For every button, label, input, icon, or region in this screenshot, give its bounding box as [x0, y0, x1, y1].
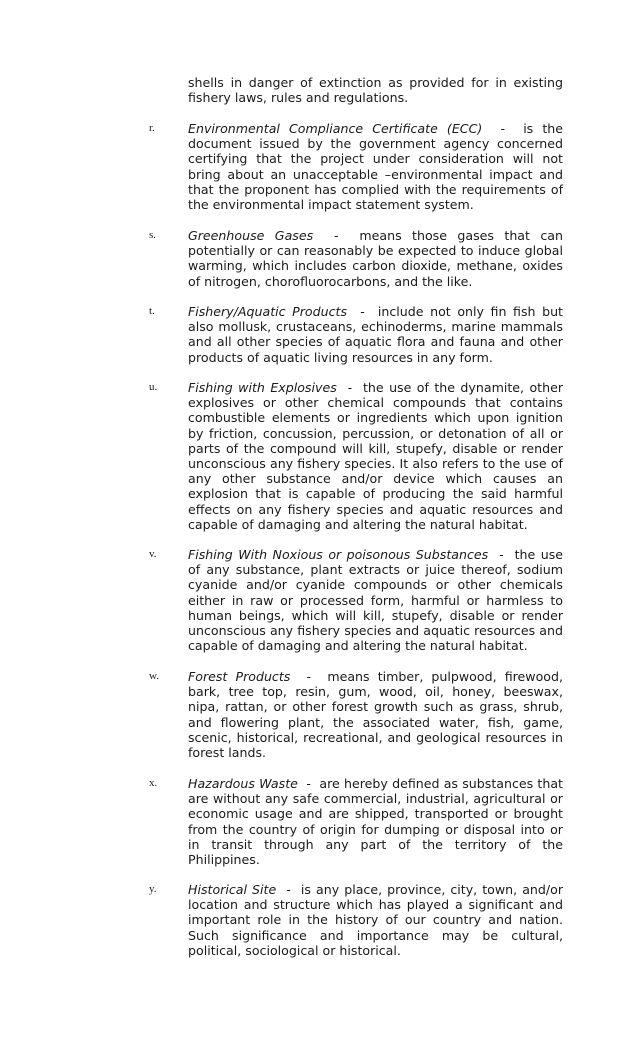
definition-marker: w.: [149, 670, 159, 682]
definition-term: Fishing with Explosives: [188, 380, 337, 395]
definition-term: Forest Products: [188, 669, 291, 684]
definition-text: means those gases that can potentially or can reasonably be expected to induce global warming, which includes carbon dioxide, methane, oxides of nitrogen, chorofluorocarbons, and the like.: [188, 228, 563, 289]
definition-marker: r.: [149, 122, 155, 134]
definition-term: Environmental Compliance Certificate (ECC): [188, 121, 483, 136]
definition-paragraph: [188, 776, 563, 867]
definition-marker: u.: [149, 381, 158, 393]
definition-text: means timber, pulpwood, firewood, bark, tree top, resin, gum, wood, oil, honey, beeswax, nipa, rattan, or other forest growth such as grass, shrub, and flowering plant, the associated water, fish, game, scenic, historical, recreational, and geological resources in forest lands.: [188, 669, 563, 761]
definition-separator: -: [482, 121, 524, 136]
definition-text: are hereby defined as substances that are without any safe commercial, industrial, agricultural or economic usage and are shipped, transported or brought from the country of origin for dumping or disposal into or in transit through any part of the territory of the Philippines.: [188, 776, 563, 868]
intro-paragraph: shells in danger of extinction as provided for in existing fishery laws, rules and regulations.: [188, 75, 563, 106]
definition-separator: -: [488, 547, 515, 562]
definition-term: Fishery/Aquatic Products: [188, 304, 348, 319]
definition-text: the use of the dynamite, other explosives or other chemical compounds that contains combustible elements or ingredients which upon ignition by friction, concussion, percussion, or detonation of all or parts of the compound will kill, stupefy, disable or render unconscious any fishery species. It also refers to the use of any other substance and/or device which causes an explosion that is capable of producing the said harmful effects on any fishery species and aquatic resources and capable of damaging and altering the natural habitat.: [188, 380, 563, 532]
definition-term: Fishing With Noxious or poisonous Substances: [188, 547, 489, 562]
definition-separator: -: [297, 776, 320, 791]
definition-term: Greenhouse Gases: [188, 228, 314, 243]
definition-paragraph: [188, 547, 563, 653]
definition-marker: y.: [149, 883, 157, 895]
definition-text: is any place, province, city, town, and/or location and structure which has played a significant and important role in the history of our country and nation. Such significance and importance may be cultural, political, sociological or historical.: [188, 882, 564, 958]
definition-paragraph: [188, 304, 563, 365]
definition-separator: -: [276, 882, 301, 897]
definition-text: is the document issued by the government agency concerned certifying that the project under consideration will not bring about an unacceptable –environmental impact and that the proponent has complied with the requirements of the environmental impact statement system.: [188, 121, 564, 213]
definition-paragraph: [188, 882, 563, 958]
definition-separator: -: [290, 669, 328, 684]
definition-paragraph: [188, 121, 563, 212]
definition-term: Hazardous Waste: [188, 776, 298, 791]
definition-text: include not only fin fish but also mollusk, crustaceans, echinoderms, marine mammals and all other species of aquatic flora and fauna and other products of aquatic living resources in any form.: [188, 304, 563, 365]
definition-paragraph: [188, 380, 563, 532]
definition-term: Historical Site: [188, 882, 277, 897]
definition-text: the use of any substance, plant extracts or juice thereof, sodium cyanide and/or cyanide compounds or other chemicals either in raw or processed form, harmful or harmless to human beings, which will kill, stupefy, disable or render unconscious any fishery species and aquatic resources and capable of damaging and altering the natural habitat.: [188, 547, 564, 654]
definition-marker: x.: [149, 777, 158, 789]
definition-marker: v.: [149, 548, 157, 560]
definition-marker: s.: [149, 229, 157, 241]
definition-marker: t.: [149, 305, 155, 317]
definition-separator: -: [347, 304, 378, 319]
definition-separator: -: [313, 228, 360, 243]
definition-paragraph: [188, 669, 563, 760]
definition-paragraph: [188, 228, 563, 289]
definition-separator: -: [336, 380, 363, 395]
